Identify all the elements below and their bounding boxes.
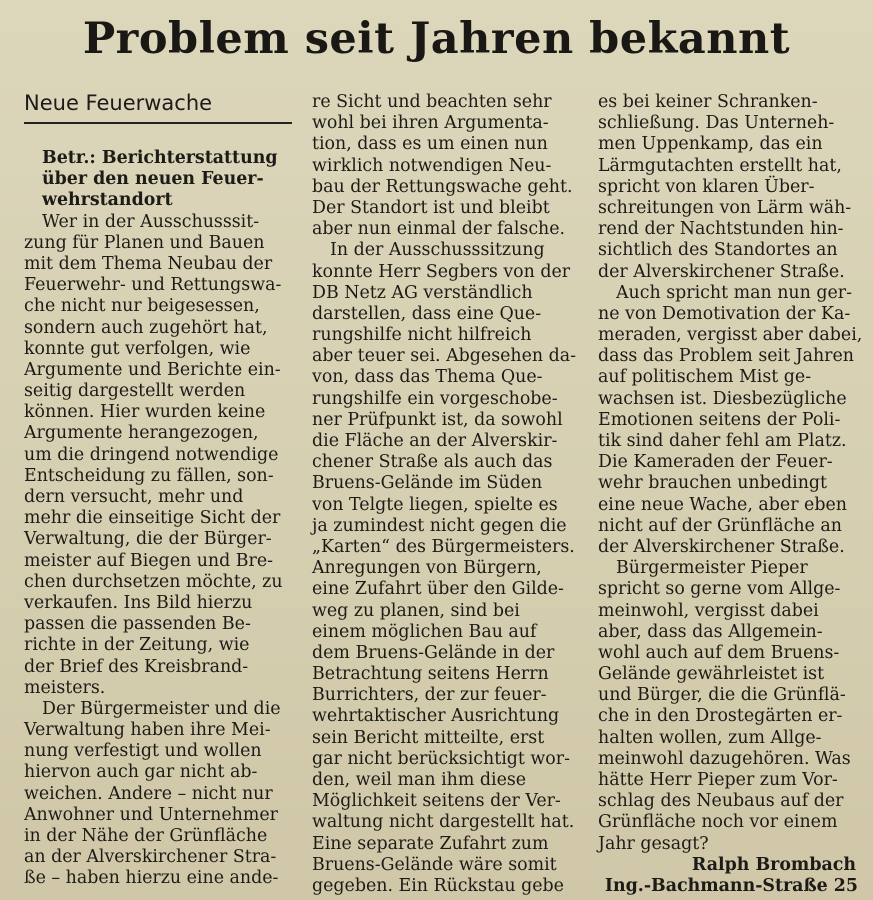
text-line: eine Zufahrt über den Gilde- [312,579,564,600]
text-line: verkaufen. Ins Bild hierzu [24,592,253,613]
text-line: meister auf Biegen und Bre- [24,550,274,571]
text-line: hätte Herr Pieper zum Vor- [598,770,838,790]
text-line: Argumente und Berichte ein- [24,359,281,380]
text-line: Grünfläche noch vor einem [598,812,838,833]
text-line: aber nun einmal der falsche. [312,219,566,240]
text-line: tion, dass es um einen nun [312,134,548,155]
text-line: chener Straße als auch das [312,452,553,473]
text-line: Verwaltung haben ihre Mei- [24,720,271,741]
signature-address: Ing.-Bachmann-Straße 25 [604,875,858,896]
column-3 [598,92,866,897]
text-line: in der Nähe der Grünfläche [24,826,268,846]
text-line: meinwohl, vergisst dabei [598,600,819,621]
text-line: Bruens-Gelände wäre somit [312,854,557,875]
column-2 [312,92,584,897]
text-line: tik sind daher fehl am Platz. [598,431,847,451]
text-line: nung verfestigt und wollen [24,741,262,762]
text-line: ne von Demotivation der Ka- [598,303,851,324]
text-line: der Alverskirchener Straße. [598,536,845,557]
text-line: schlag des Neubaus auf der [598,791,844,812]
text-line: Burrichters, der zur feuer- [312,685,547,706]
text-line: wachsen ist. Diesbezügliche [598,388,847,409]
text-line: konnte Herr Segbers von der [312,261,571,282]
text-line: richte in der Zeitung, wie [24,635,250,656]
text-line: um die dringend notwendige [24,444,279,465]
text-line: Emotionen seitens der Poli- [598,409,841,430]
text-line: Eine separate Zufahrt zum [312,833,549,854]
text-line: es bei keiner Schranken- [598,92,818,112]
text-line: men Uppenkamp, das ein [598,134,823,155]
text-line: meisters. [24,677,106,698]
text-line: Gelände gewährleistet ist [598,664,825,685]
section-kicker: Neue Feuerwache [24,91,213,115]
text-line: Jahr gesagt? [598,833,709,854]
signature-name: Ralph Brombach [691,854,856,875]
text-line: dass das Problem seit Jahren [598,346,854,367]
text-line: die Fläche an der Alverskir- [312,431,558,451]
text-line: zung für Planen und Bauen [24,232,265,253]
text-line: mit dem Thema Neubau der [24,253,273,274]
text-line: gar nicht berücksichtigt wor- [312,748,570,769]
text-line: auf politischem Mist ge- [598,367,812,388]
column-text [312,92,584,897]
text-line: dem Bruens-Gelände in der [312,642,555,663]
text-line: ße – haben hierzu eine ande- [24,868,279,889]
text-line: che nicht nur beigesessen, [24,296,260,317]
text-line: und Bürger, die die Grünflä- [598,685,846,706]
column-text [24,212,292,890]
text-line: waltung nicht dargestellt hat. [312,812,575,833]
text-line: Verwaltung, die der Bürger- [24,529,272,550]
text-line: nicht auf der Grünfläche an [598,515,842,536]
headline: Problem seit Jahren bekannt [82,14,791,64]
kicker-rule [24,122,292,124]
text-line: DB Netz AG verständlich [312,282,533,303]
text-line: hiervon auch gar nicht ab- [24,762,258,783]
text-line: Wer in der Ausschusssit- [42,211,260,232]
reference-line: über den neuen Feuer- [42,169,264,190]
text-line: der Alverskirchener Straße. [598,261,845,282]
text-line: Der Standort ist und bleibt [312,197,550,218]
text-line: Betrachtung seitens Herrn [312,664,549,685]
text-line: aber teuer sei. Abgesehen da- [312,346,577,367]
text-line: wohl bei ihren Argumenta- [312,113,549,134]
text-line: Auch spricht man nun ger- [616,282,852,303]
text-line: mehr die einseitige Sicht der [24,508,281,529]
text-line: Argumente herangezogen, [24,423,259,444]
reference-line: wehrstandort [42,190,173,211]
text-line: spricht von klaren Über- [598,176,815,197]
column-1 [24,90,292,890]
text-line: Der Bürgermeister und die [42,698,281,719]
text-line: Feuerwehr- und Rettungswa- [24,275,282,296]
text-line: einem möglichen Bau auf [312,621,537,642]
text-line: von, dass das Thema Que- [312,367,543,388]
text-line: ja zumindest nicht gegen die [312,515,567,536]
text-line: halten wollen, zum Allge- [598,727,822,748]
text-line: weg zu planen, sind bei [312,600,520,621]
text-line: Lärmgutachten erstellt hat, [598,155,842,176]
text-line: aber, dass das Allgemein- [598,621,823,642]
text-line: den, weil man ihm diese [312,770,527,790]
text-line: meraden, vergisst aber dabei, [598,325,863,346]
reference-line: Betr.: Berichterstattung [42,148,278,168]
text-line: sichtlich des Standortes an [598,240,838,261]
text-line: meinwohl dazugehören. Was [598,748,851,769]
text-line: Anwohner und Unternehmer [24,804,278,825]
text-line: eine neue Wache, aber eben [598,494,847,515]
text-line: ner Prüfpunkt ist, da sowohl [312,409,563,430]
text-line: seitig dargestellt werden [24,381,246,402]
text-line: können. Hier wurden keine [24,402,266,423]
text-line: re Sicht und beachten sehr [312,92,552,112]
text-line: dern versucht, mehr und [24,487,244,507]
text-line: che in den Drostegärten er- [598,706,843,727]
text-line: rungshilfe ein vorgeschobe- [312,388,558,409]
text-line: Bruens-Gelände im Süden [312,473,543,494]
text-line: sein Bericht mitteilte, erst [312,727,545,748]
column-text [598,92,866,855]
text-line: In der Ausschusssitzung [330,240,545,261]
text-line: Bürgermeister Pieper [616,558,808,579]
text-line: Die Kameraden der Feuer- [598,452,833,473]
text-line: darstellen, dass eine Que- [312,303,542,324]
text-line: sondern auch zugehört hat, [24,317,268,338]
text-line: gegeben. Ein Rückstau gebe [312,875,564,896]
text-line: wohl auch auf dem Bruens- [598,642,840,663]
text-line: wirklich notwendigen Neu- [312,155,552,176]
text-line: passen die passenden Be- [24,614,251,635]
text-line: rend der Nachtstunden hin- [598,219,844,240]
text-line: wehr brauchen unbedingt [598,473,828,494]
text-line: konnte gut verfolgen, wie [24,338,251,359]
text-line: Anregungen von Bürgern, [312,558,542,579]
text-line: chen durchsetzen möchte, zu [24,571,283,592]
text-line: rungshilfe nicht hilfreich [312,325,532,346]
text-line: wehrtaktischer Ausrichtung [312,706,560,727]
text-line: spricht so gerne vom Allge- [598,579,841,600]
reference-block [24,148,292,212]
text-line: weichen. Andere – nicht nur [24,783,273,804]
text-line: von Telgte liegen, spielte es [312,494,558,515]
text-line: schließung. Das Unterneh- [598,113,835,134]
text-line: Möglichkeit seitens der Ver- [312,791,561,812]
text-line: „Karten“ des Bürgermeisters. [312,536,575,557]
text-line: schreitungen von Lärm wäh- [598,197,852,218]
text-line: Entscheidung zu fällen, son- [24,465,274,486]
text-line: bau der Rettungswache geht. [312,176,573,197]
text-line: an der Alverskirchener Stra- [24,847,277,868]
text-line: der Brief des Kreisbrand- [24,656,249,677]
